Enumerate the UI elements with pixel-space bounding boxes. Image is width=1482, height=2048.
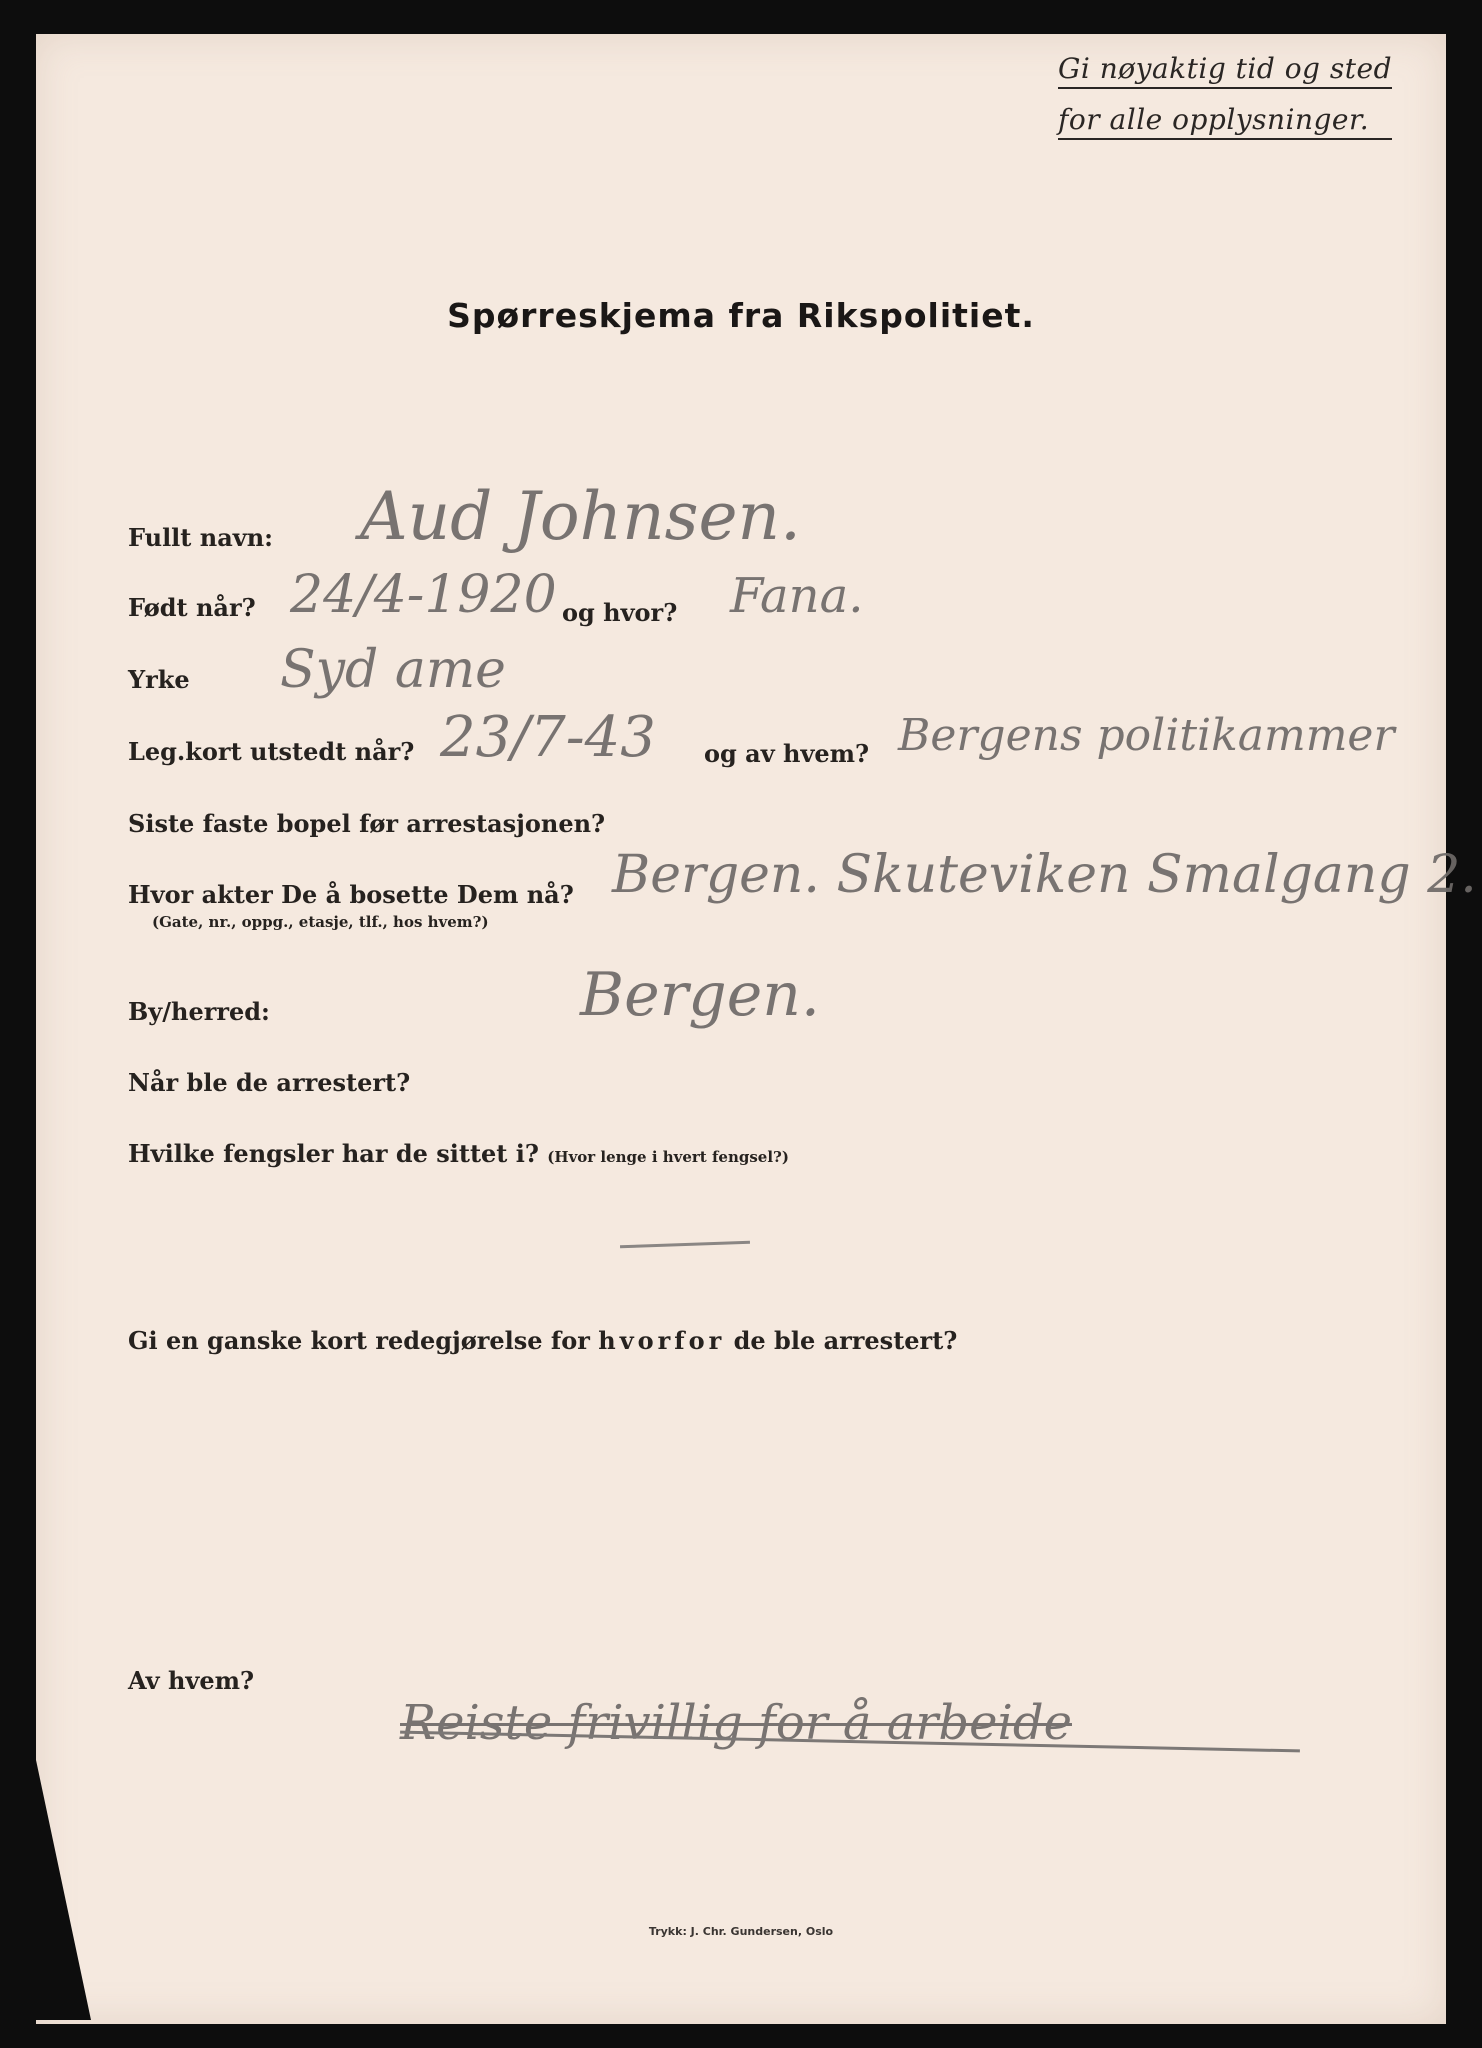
instruction-note	[1058, 48, 1392, 140]
label-hvorfor-pre: Gi en ganske kort redegjørelse for	[128, 1326, 599, 1355]
label-bosette: Hvor akter De å bosette Dem nå?	[128, 880, 574, 909]
label-fengsler	[128, 1139, 789, 1168]
label-av-hvem: og av hvem?	[704, 739, 870, 768]
label-fullt-navn: Fullt navn:	[128, 523, 273, 552]
form-title: Spørreskjema fra Rikspolitiet.	[447, 296, 1035, 335]
paper-fold-corner	[36, 1760, 91, 2020]
label-fengsler-main: Hvilke fengsler har de sittet i?	[128, 1139, 539, 1168]
label-av-hvem-2: Av hvem?	[128, 1666, 255, 1695]
value-yrke: Syd ame	[280, 640, 506, 700]
value-bosette: Bergen. Skuteviken Smalgang 2.	[612, 845, 1477, 905]
label-arrestert: Når ble de arrestert?	[128, 1068, 411, 1097]
note-line-2: for alle opplysninger.	[1058, 99, 1392, 140]
note-line-1: Gi nøyaktig tid og sted	[1058, 48, 1392, 89]
label-hvorfor-post: de ble arrestert?	[725, 1326, 958, 1355]
printer-imprint: Trykk: J. Chr. Gundersen, Oslo	[648, 1925, 834, 1938]
label-yrke: Yrke	[128, 665, 190, 694]
label-hvorfor-em: hvorfor	[598, 1326, 726, 1355]
label-fodt-naar: Født når?	[128, 593, 256, 622]
label-bosette-sub: (Gate, nr., oppg., etasje, tlf., hos hvem?)	[152, 913, 489, 931]
value-av-hvem-2: Reiste frivillig for å arbeide	[400, 1695, 1072, 1751]
label-fengsler-sub: (Hvor lenge i hvert fengsel?)	[547, 1148, 789, 1166]
value-fodt-naar: 24/4-1920	[290, 565, 557, 625]
value-by-herred: Bergen.	[580, 960, 820, 1030]
label-siste-bopel: Siste faste bopel før arrestasjonen?	[128, 809, 606, 838]
value-fullt-navn: Aud Johnsen.	[360, 478, 802, 555]
value-og-hvor: Fana.	[730, 568, 864, 624]
label-leg-kort: Leg.kort utstedt når?	[128, 737, 415, 766]
value-leg-kort: 23/7-43	[440, 705, 656, 770]
label-by-herred: By/herred:	[128, 997, 270, 1026]
label-hvorfor	[128, 1326, 957, 1355]
value-av-hvem: Bergens politikammer	[898, 710, 1395, 761]
label-og-hvor: og hvor?	[562, 598, 678, 627]
